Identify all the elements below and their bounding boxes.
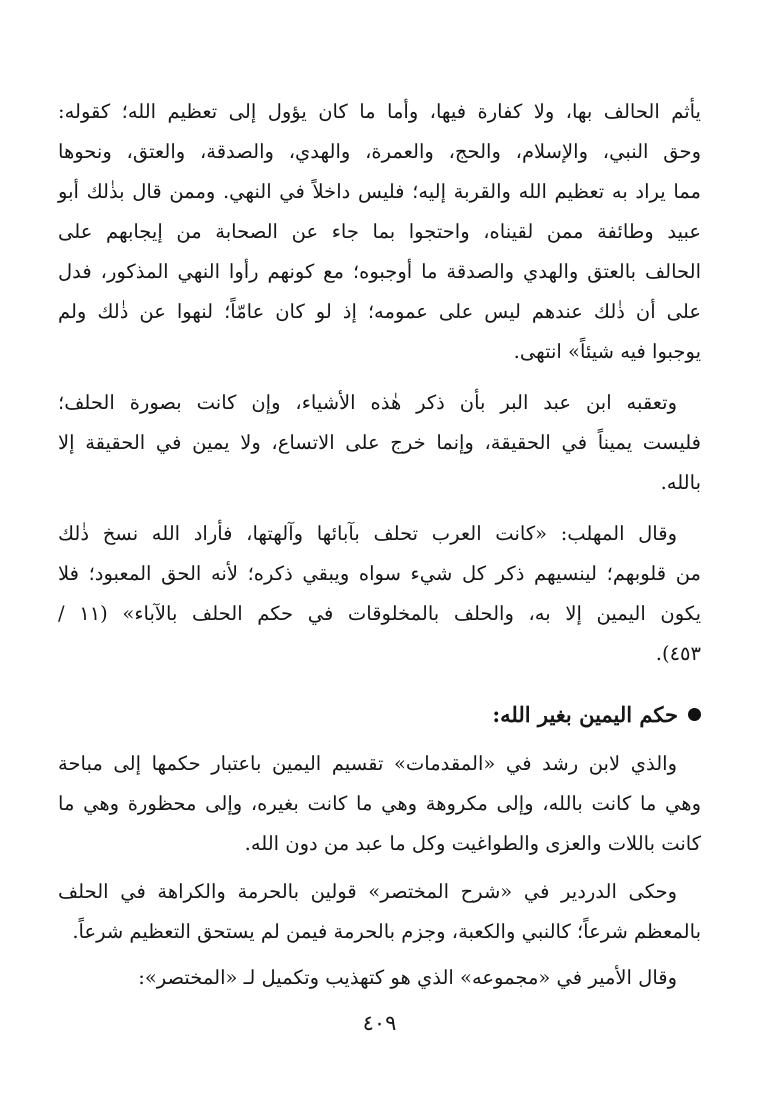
text-line: بالله. (660, 471, 701, 494)
page-number: ٤٠٩ (362, 1011, 397, 1035)
section-heading (58, 695, 701, 735)
paragraph-1 (58, 92, 701, 372)
paragraph-2 (58, 383, 701, 503)
paragraph-4 (58, 744, 701, 864)
text-line: عبيد وطائفة ممن لقيناه، واحتجوا بما جاء عن الصحابة من إيجابهم على (58, 220, 701, 243)
text-line: ٤٥٣). (655, 642, 701, 665)
text-line: يوجبوا فيه شيئاً» انتهى. (513, 340, 701, 363)
text-line: وقال المهلب: «كانت العرب تحلف بآبائها وآلهتها، فأراد الله نسخ ذٰلك (58, 522, 677, 545)
text-line: مما يراد به تعظيم الله والقربة إليه؛ فليس داخلاً في النهي. وممن قال بذٰلك أبو (58, 180, 701, 203)
text-line: يأثم الحالف بها، ولا كفارة فيها، وأما ما كان يؤول إلى تعظيم الله؛ كقوله: (58, 100, 701, 123)
text-line: وتعقبه ابن عبد البر بأن ذكر هٰذه الأشياء، وإن كانت بصورة الحلف؛ (58, 391, 677, 414)
text-line: والذي لابن رشد في «المقدمات» تقسيم اليمين باعتبار حكمها إلى مباحة (58, 752, 677, 775)
text-line: فليست يميناً في الحقيقة، وإنما خرج على الاتساع، ولا يمين في الحقيقة إلا (58, 431, 701, 454)
text-line: وقال الأمير في «مجموعه» الذي هو كتهذيب وتكميل لـ «المختصر»: (138, 966, 677, 989)
paragraph-5 (58, 872, 701, 952)
text-line: كانت باللات والعزى والطواغيت وكل ما عبد من دون الله. (244, 832, 701, 855)
text-line: على أن ذٰلك عندهم ليس على عمومه؛ إذ لو كان عامّاً؛ لنهوا عن ذٰلك ولم (58, 300, 701, 323)
text-line: وحق النبي، والإسلام، والحج، والعمرة، والهدي، والصدقة، والعتق، ونحوها (58, 140, 701, 163)
text-line: الحالف بالعتق والهدي والصدقة ما أوجبوه؛ مع كونهم رأوا النهي المذكور، فدل (58, 260, 701, 283)
text-line: وحكى الدردير في «شرح المختصر» قولين بالحرمة والكراهة في الحلف (58, 880, 677, 903)
text-line: بالمعظم شرعاً؛ كالنبي والكعبة، وجزم بالحرمة فيمن لم يستحق التعظيم شرعاً. (72, 920, 701, 943)
text-line: وهي ما كانت بالله، وإلى مكروهة وهي ما كانت بغيره، وإلى محظورة وهي ما (58, 792, 701, 815)
paragraph-6 (58, 958, 701, 998)
bullet-icon (688, 708, 701, 721)
paragraph-3 (58, 514, 701, 674)
section-heading-text: حكم اليمين بغير الله: (492, 702, 678, 727)
text-line: يكون اليمين إلا به، والحلف بالمخلوقات في حكم الحلف بالآباء» (١١ / (58, 602, 701, 625)
text-line: من قلوبهم؛ لينسيهم ذكر كل شيء سواه ويبقي ذكره؛ لأنه الحق المعبود؛ فلا (58, 562, 701, 585)
